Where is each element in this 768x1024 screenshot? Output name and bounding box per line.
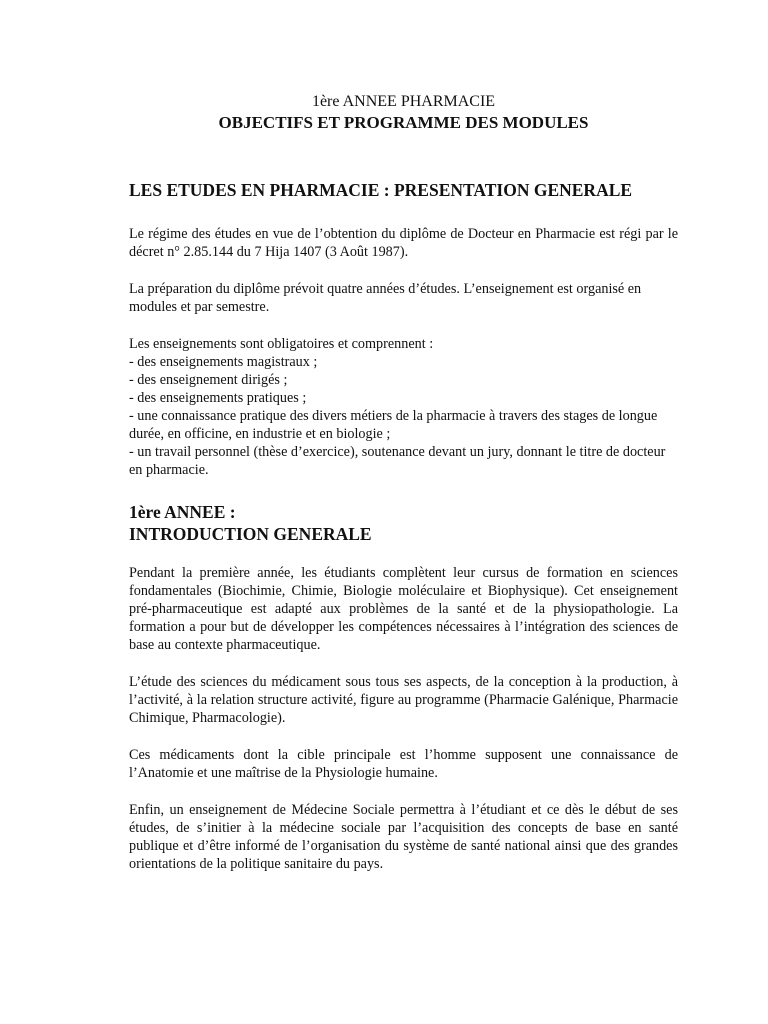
list-item: - des enseignements magistraux ; bbox=[129, 354, 318, 370]
paragraph-preparation: La préparation du diplôme prévoit quatre années d’études. L’enseignement est organisé en modules et par semestre. bbox=[129, 281, 642, 315]
list-item: - des enseignements pratiques ; bbox=[129, 390, 307, 406]
paragraph-social-medicine: Enfin, un enseignement de Médecine Sociale permettra à l’étudiant et ce dès le début de ses études, de s’initier à la médecine sociale par l’acquisition des concepts de base en santé publique et d’être informé de l’organisation du système de santé national ainsi que des grandes orientations de la politique sanitaire du pays. bbox=[129, 802, 678, 872]
paragraph-medicament-sciences: L’étude des sciences du médicament sous tous ses aspects, de la conception à la production, à l’activité, à la relation structure activité, figure au programme (Pharmacie Galénique, Pharmacie Chimique, Pharmacologie). bbox=[129, 674, 678, 726]
section-heading-year: 1ère ANNEE : bbox=[129, 502, 236, 522]
document-content bbox=[129, 92, 678, 873]
list-intro: Les enseignements sont obligatoires et comprennent : bbox=[129, 336, 434, 352]
year-title: 1ère ANNEE PHARMACIE bbox=[311, 93, 496, 110]
list-item: - des enseignement dirigés ; bbox=[129, 372, 288, 388]
paragraph-regime: Le régime des études en vue de l’obtention du diplôme de Docteur en Pharmacie est régi par le décret n° 2.85.144 du 7 Hija 1407 (3 Août 1987). bbox=[129, 226, 678, 260]
paragraph-first-year: Pendant la première année, les étudiants complètent leur cursus de formation en sciences fondamentales (Biochimie, Chimie, Biologie moléculaire et Biophysique). Cet enseignement pré-pharmaceutique est adapté aux problèmes de la santé et de la physiopathologie. La formation a pour but de développer les compétences nécessaires à l’intégration des sciences de base au contexte pharmaceutique. bbox=[129, 565, 678, 653]
paragraph-anatomy: Ces médicaments dont la cible principale est l’homme supposent une connaissance de l’Anatomie et une maîtrise de la Physiologie humaine. bbox=[129, 747, 678, 781]
list-item: - une connaissance pratique des divers métiers de la pharmacie à travers des stages de longue durée, en officine, en industrie et en biologie ; bbox=[129, 408, 658, 442]
section-heading-introduction: INTRODUCTION GENERALE bbox=[129, 524, 372, 544]
document-title: OBJECTIFS ET PROGRAMME DES MODULES bbox=[218, 113, 589, 132]
list-item: - un travail personnel (thèse d’exercice), soutenance devant un jury, donnant le titre de docteur en pharmacie. bbox=[129, 444, 666, 478]
section-heading-presentation: LES ETUDES EN PHARMACIE : PRESENTATION GENERALE bbox=[129, 180, 633, 200]
